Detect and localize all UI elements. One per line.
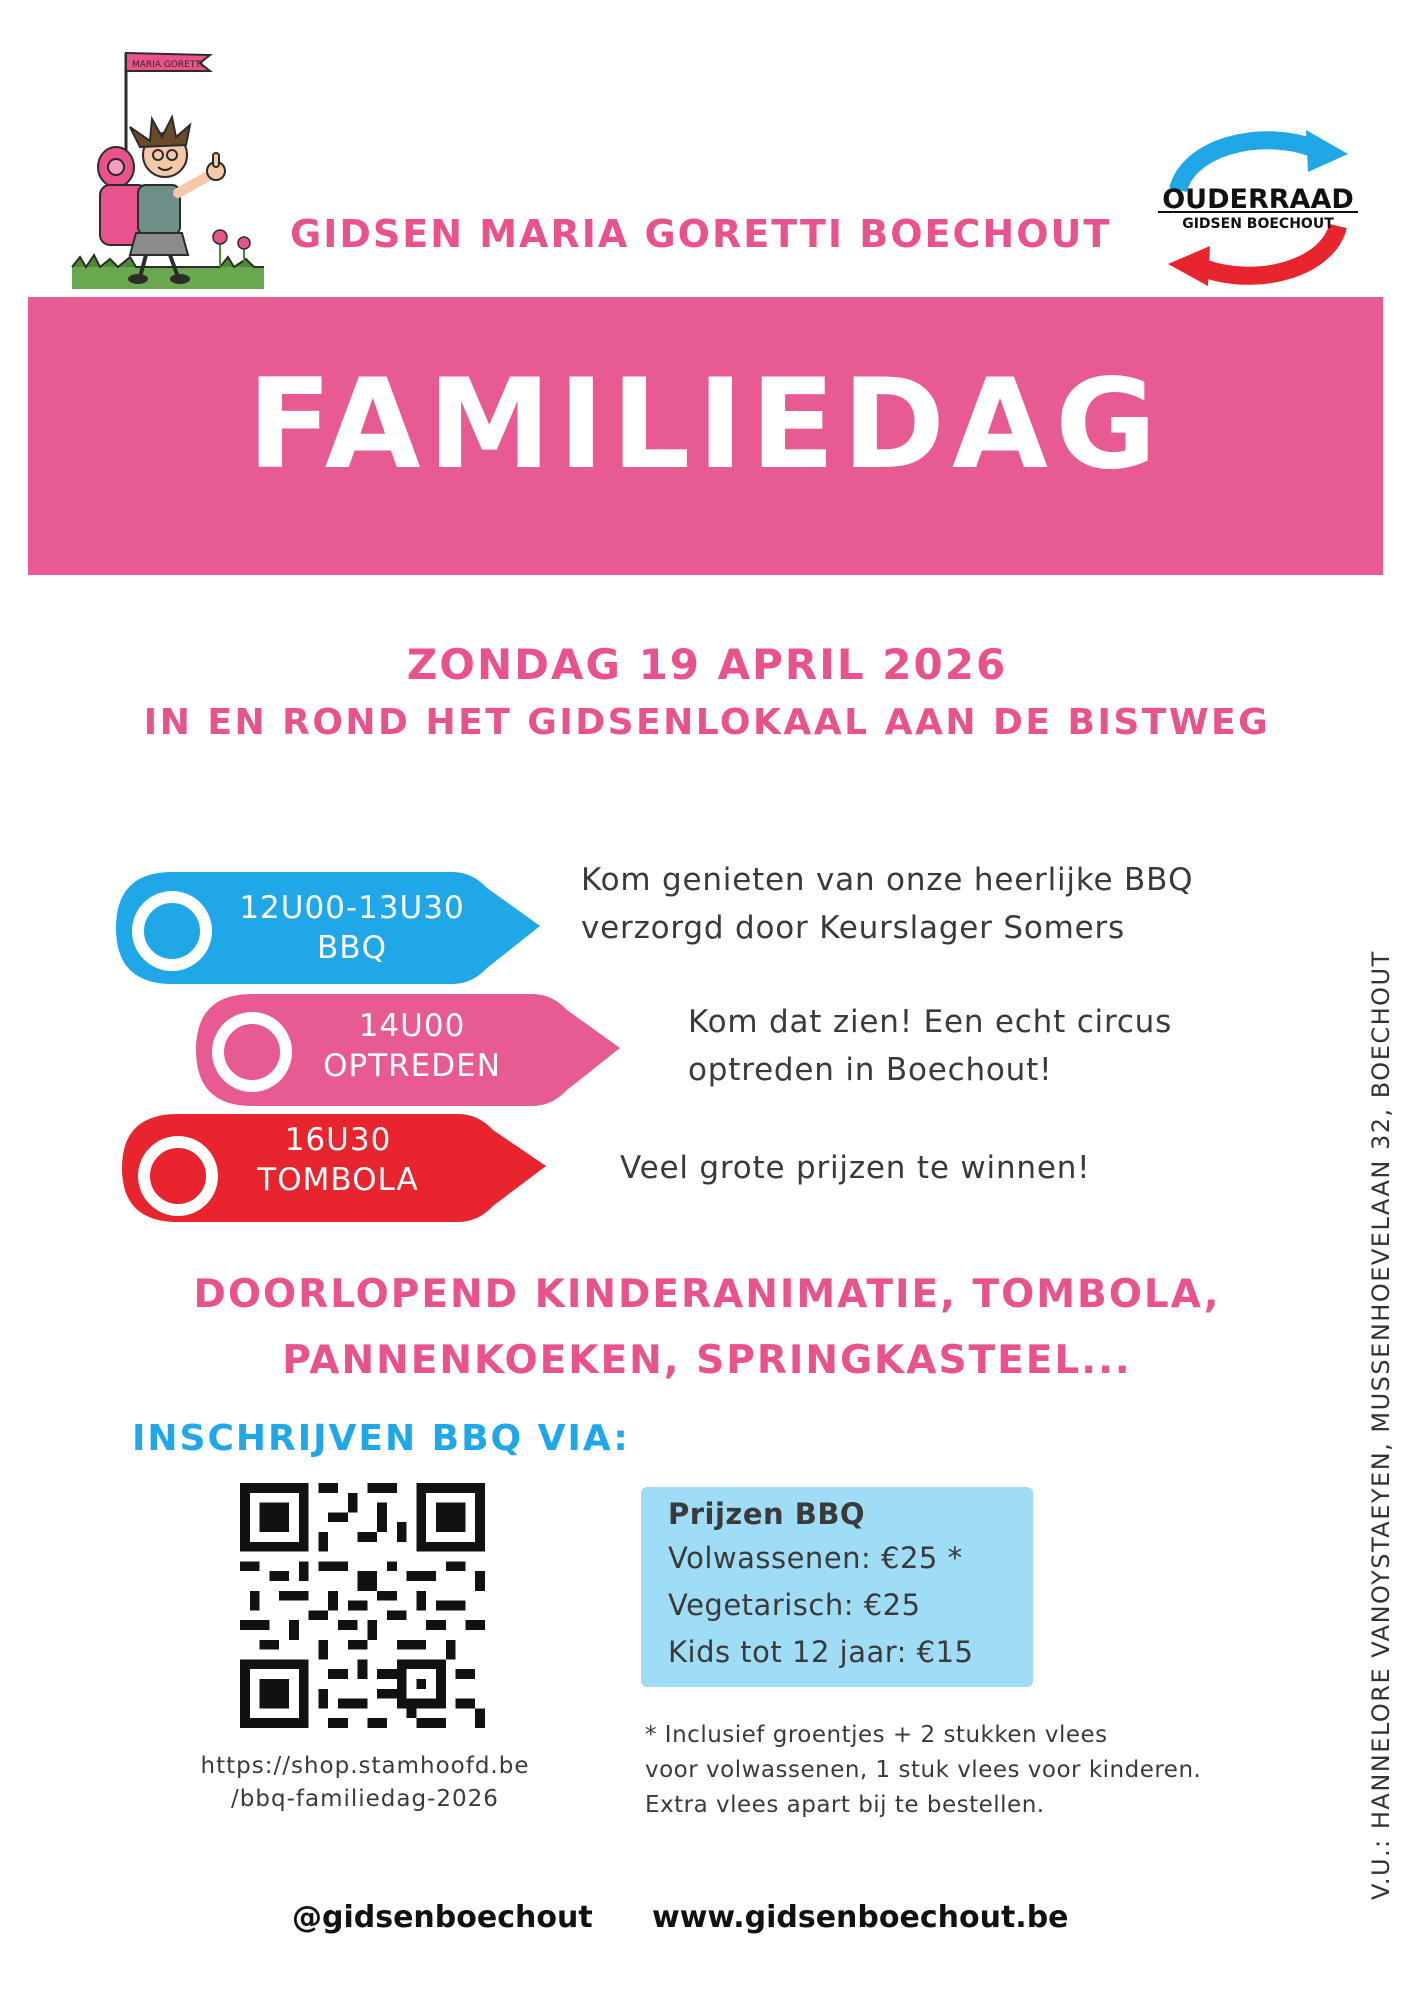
event-date: ZONDAG 19 APRIL 2026: [406, 640, 1008, 689]
price-adults: Volwassenen: €25 *: [668, 1541, 963, 1575]
ongoing-activities: DOORLOPEND KINDERANIMATIE, TOMBOLA, PANNENKOEKEN, SPRINGKASTEEL...: [193, 1272, 1221, 1383]
ouderraad-logo-icon: [1148, 128, 1368, 288]
schedule-time: 12U00-13U30: [239, 890, 465, 926]
schedule-label: TOMBOLA: [257, 1162, 419, 1198]
scout-girl-mascot-icon: [70, 45, 270, 293]
signup-url[interactable]: https://shop.stamhoofd.be /bbq-familiedag-2026: [200, 1753, 530, 1812]
svg-text:OUDERRAAD: OUDERRAAD: [1162, 184, 1354, 215]
price-title: Prijzen BBQ: [668, 1497, 866, 1531]
schedule-description-tombola: Veel grote prijzen te winnen!: [620, 1150, 1091, 1186]
price-kids: Kids tot 12 jaar: €15: [668, 1635, 974, 1669]
schedule-time: 16U30: [284, 1122, 392, 1158]
schedule-description-optreden: Kom dat zien! Een echt circus optreden in Boechout!: [688, 1004, 1173, 1088]
website-link[interactable]: www.gidsenboechout.be: [652, 1900, 1069, 1935]
schedule-time: 14U00: [358, 1008, 466, 1044]
schedule-description-bbq: Kom genieten van onze heerlijke BBQ verzorgd door Keurslager Somers: [581, 862, 1194, 946]
event-location: IN EN ROND HET GIDSENLOKAAL AAN DE BISTWEG: [143, 702, 1271, 743]
qr-code-icon[interactable]: [240, 1483, 485, 1728]
page-title: FAMILIEDAG: [247, 353, 1164, 497]
price-vegetarian: Vegetarisch: €25: [668, 1588, 921, 1622]
svg-text:GIDSEN BOECHOUT: GIDSEN BOECHOUT: [1182, 216, 1334, 232]
schedule-tag-bbq: [112, 868, 542, 988]
schedule-label: OPTREDEN: [323, 1048, 501, 1084]
signup-title: INSCHRIJVEN BBQ VIA:: [132, 1418, 630, 1459]
schedule-tag-optreden: [192, 990, 622, 1110]
schedule-tag-tombola: [118, 1110, 548, 1228]
schedule-label: BBQ: [317, 930, 387, 966]
price-footnote: * Inclusief groentjes + 2 stukken vlees voor volwassenen, 1 stuk vlees voor kinderen. Extra vlees apart bij te bestellen.: [645, 1722, 1202, 1818]
svg-text:MARIA GORETTI: MARIA GORETTI: [132, 60, 204, 70]
responsible-publisher: V.U.: HANNELORE VANOYSTAEYEN, MUSSENHOEVELAAN 32, BOECHOUT: [1367, 950, 1395, 1900]
social-handle[interactable]: @gidsenboechout: [292, 1900, 593, 1935]
organisation-title: GIDSEN MARIA GORETTI BOECHOUT: [290, 212, 1112, 256]
